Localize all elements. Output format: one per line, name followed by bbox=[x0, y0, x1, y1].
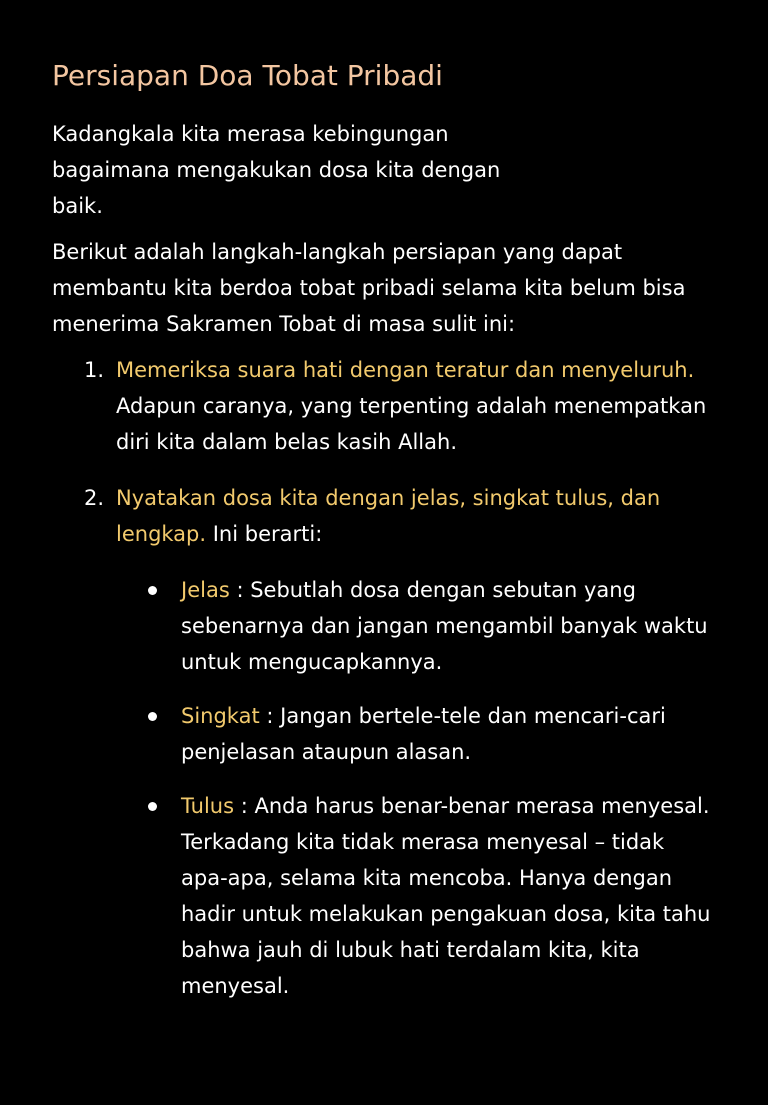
bullet-term: Singkat bbox=[181, 704, 260, 728]
bullet-dot-icon bbox=[148, 712, 157, 721]
step-item-1 bbox=[52, 352, 712, 460]
bullet-item-tulus bbox=[52, 788, 712, 1004]
step-highlight: Memeriksa suara hati dengan teratur dan menyeluruh. bbox=[116, 358, 695, 382]
bullet-dot-icon bbox=[148, 586, 157, 595]
bullet-term: Jelas bbox=[181, 578, 230, 602]
steps-list bbox=[52, 352, 712, 552]
bullet-text: : Anda harus benar-benar merasa menyesal. Terkadang kita tidak merasa menyesal – tidak apa-apa, selama kita mencoba. Hanya dengan hadir untuk melakukan pengakuan dosa, kita tahu bahwa jauh di lubuk hati terdalam kita, kita menyesal. bbox=[181, 794, 711, 998]
bullet-item-singkat bbox=[52, 698, 712, 770]
intro-paragraph-2: Berikut adalah langkah-langkah persiapan yang dapat membantu kita berdoa tobat pribadi selama kita belum bisa menerima Sakramen Tobat di masa sulit ini: bbox=[52, 240, 686, 336]
step-number: 2. bbox=[84, 486, 105, 510]
step-item-2 bbox=[52, 480, 712, 552]
bullet-item-jelas bbox=[52, 572, 712, 680]
intro-paragraph-1: Kadangkala kita merasa kebingungan bagaimana mengakukan dosa kita dengan baik. bbox=[52, 122, 501, 218]
step-number: 1. bbox=[84, 358, 105, 382]
bullet-term: Tulus bbox=[181, 794, 235, 818]
bullet-text: : Sebutlah dosa dengan sebutan yang sebenarnya dan jangan mengambil banyak waktu untuk mengucapkannya. bbox=[181, 578, 708, 674]
page-title: Persiapan Doa Tobat Pribadi bbox=[52, 59, 443, 92]
step-text: Adapun caranya, yang terpenting adalah menempatkan diri kita dalam belas kasih Allah. bbox=[116, 394, 707, 454]
bullet-list bbox=[52, 572, 712, 1004]
step-highlight: Nyatakan dosa kita dengan jelas, singkat tulus, dan lengkap. bbox=[116, 486, 661, 546]
bullet-dot-icon bbox=[148, 802, 157, 811]
bullet-text: : Jangan bertele-tele dan mencari-cari penjelasan ataupun alasan. bbox=[181, 704, 666, 764]
step-text: Ini berarti: bbox=[206, 522, 323, 546]
